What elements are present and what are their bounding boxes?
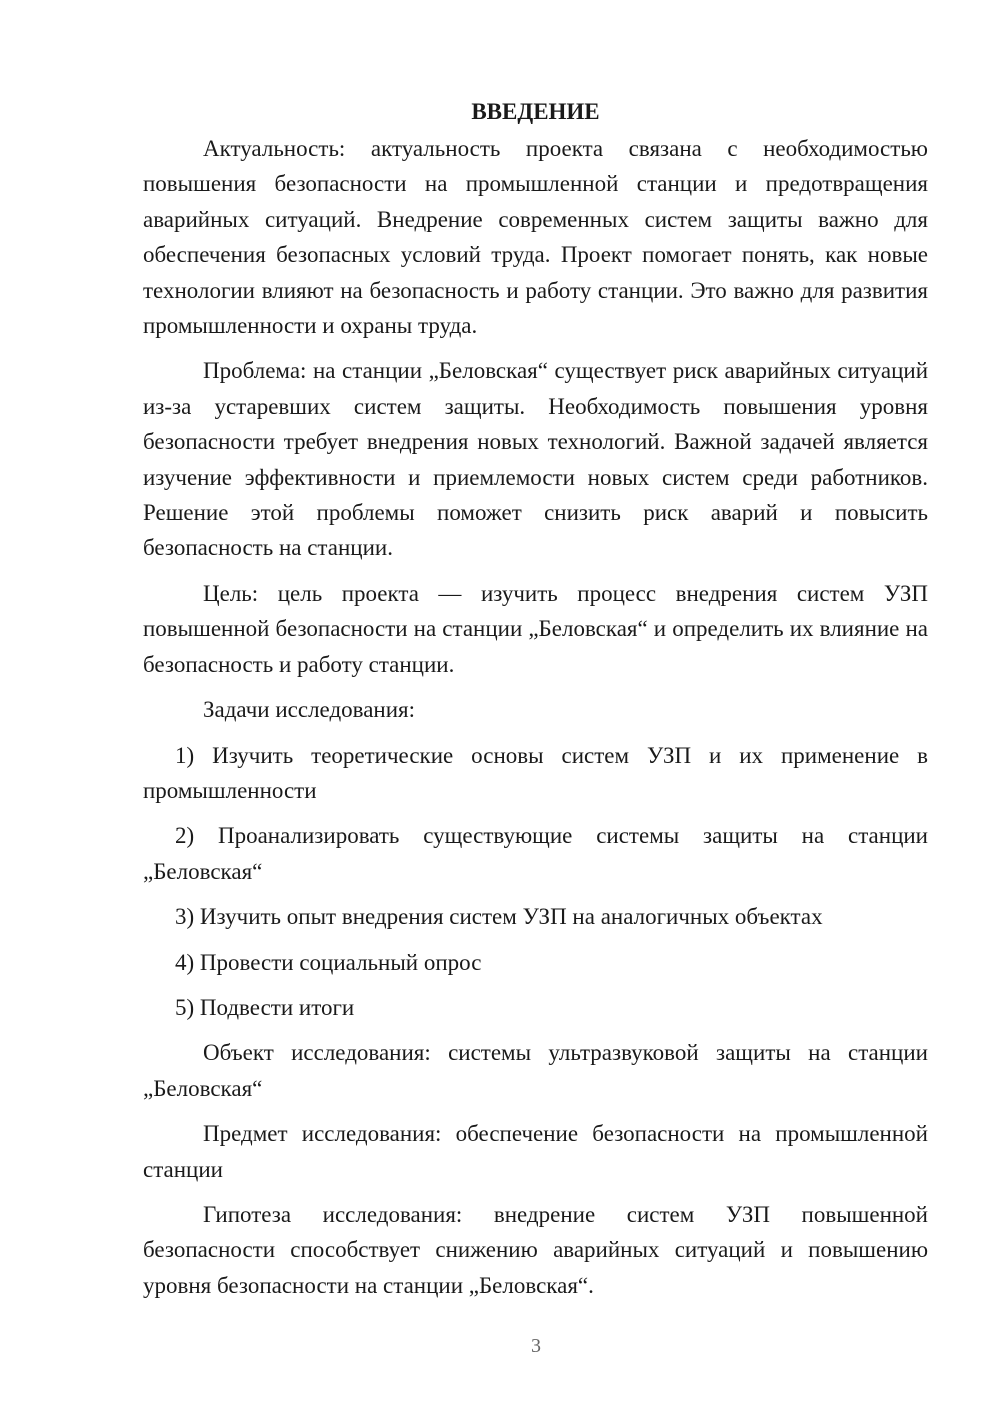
paragraph-hypothesis: Гипотеза исследования: внедрение систем УЗП повышенной безопасности способствует снижению аварийных ситуаций и повышению уровня безопасности на станции „Беловская“.: [143, 1201, 928, 1298]
paragraph-object: Объект исследования: системы ультразвуковой защиты на станции „Беловская“: [143, 1040, 928, 1101]
document-body: [143, 94, 928, 1313]
section-title: ВВЕДЕНИЕ: [471, 99, 600, 124]
paragraph-problem: Проблема: на станции „Беловская“ существует риск аварийных ситуаций из-за устаревших систем защиты. Необходимость повышения уровня безопасности требует внедрения новых технологий. Важной задачей является изучение эффективности и приемлемости новых систем среди работников. Решение этой проблемы поможет снизить риск аварий и повысить безопасность на станции.: [143, 358, 928, 561]
task-item-3: 3) Изучить опыт внедрения систем УЗП на аналогичных объектах: [175, 904, 823, 930]
page-number: 3: [531, 1335, 541, 1357]
tasks-heading: Задачи исследования:: [203, 697, 416, 723]
task-item-4: 4) Провести социальный опрос: [175, 949, 482, 975]
task-item-1: 1) Изучить теоретические основы систем УЗП и их применение в промышленности: [143, 742, 928, 803]
paragraph-subject: Предмет исследования: обеспечение безопасности на промышленной станции: [143, 1121, 928, 1182]
task-item-5: 5) Подвести итоги: [175, 994, 355, 1020]
paragraph-relevance: Актуальность: актуальность проекта связана с необходимостью повышения безопасности на промышленной станции и предотвращения аварийных ситуаций. Внедрение современных систем защиты важно для обеспечения безопасных условий труда. Проект помогает понять, как новые технологии влияют на безопасность и работу станции. Это важно для развития промышленности и охраны труда.: [143, 136, 928, 339]
task-item-2: 2) Проанализировать существующие системы защиты на станции „Беловская“: [143, 823, 928, 884]
paragraph-goal: Цель: цель проекта — изучить процесс внедрения систем УЗП повышенной безопасности на станции „Беловская“ и определить их влияние на безопасность и работу станции.: [143, 580, 928, 677]
